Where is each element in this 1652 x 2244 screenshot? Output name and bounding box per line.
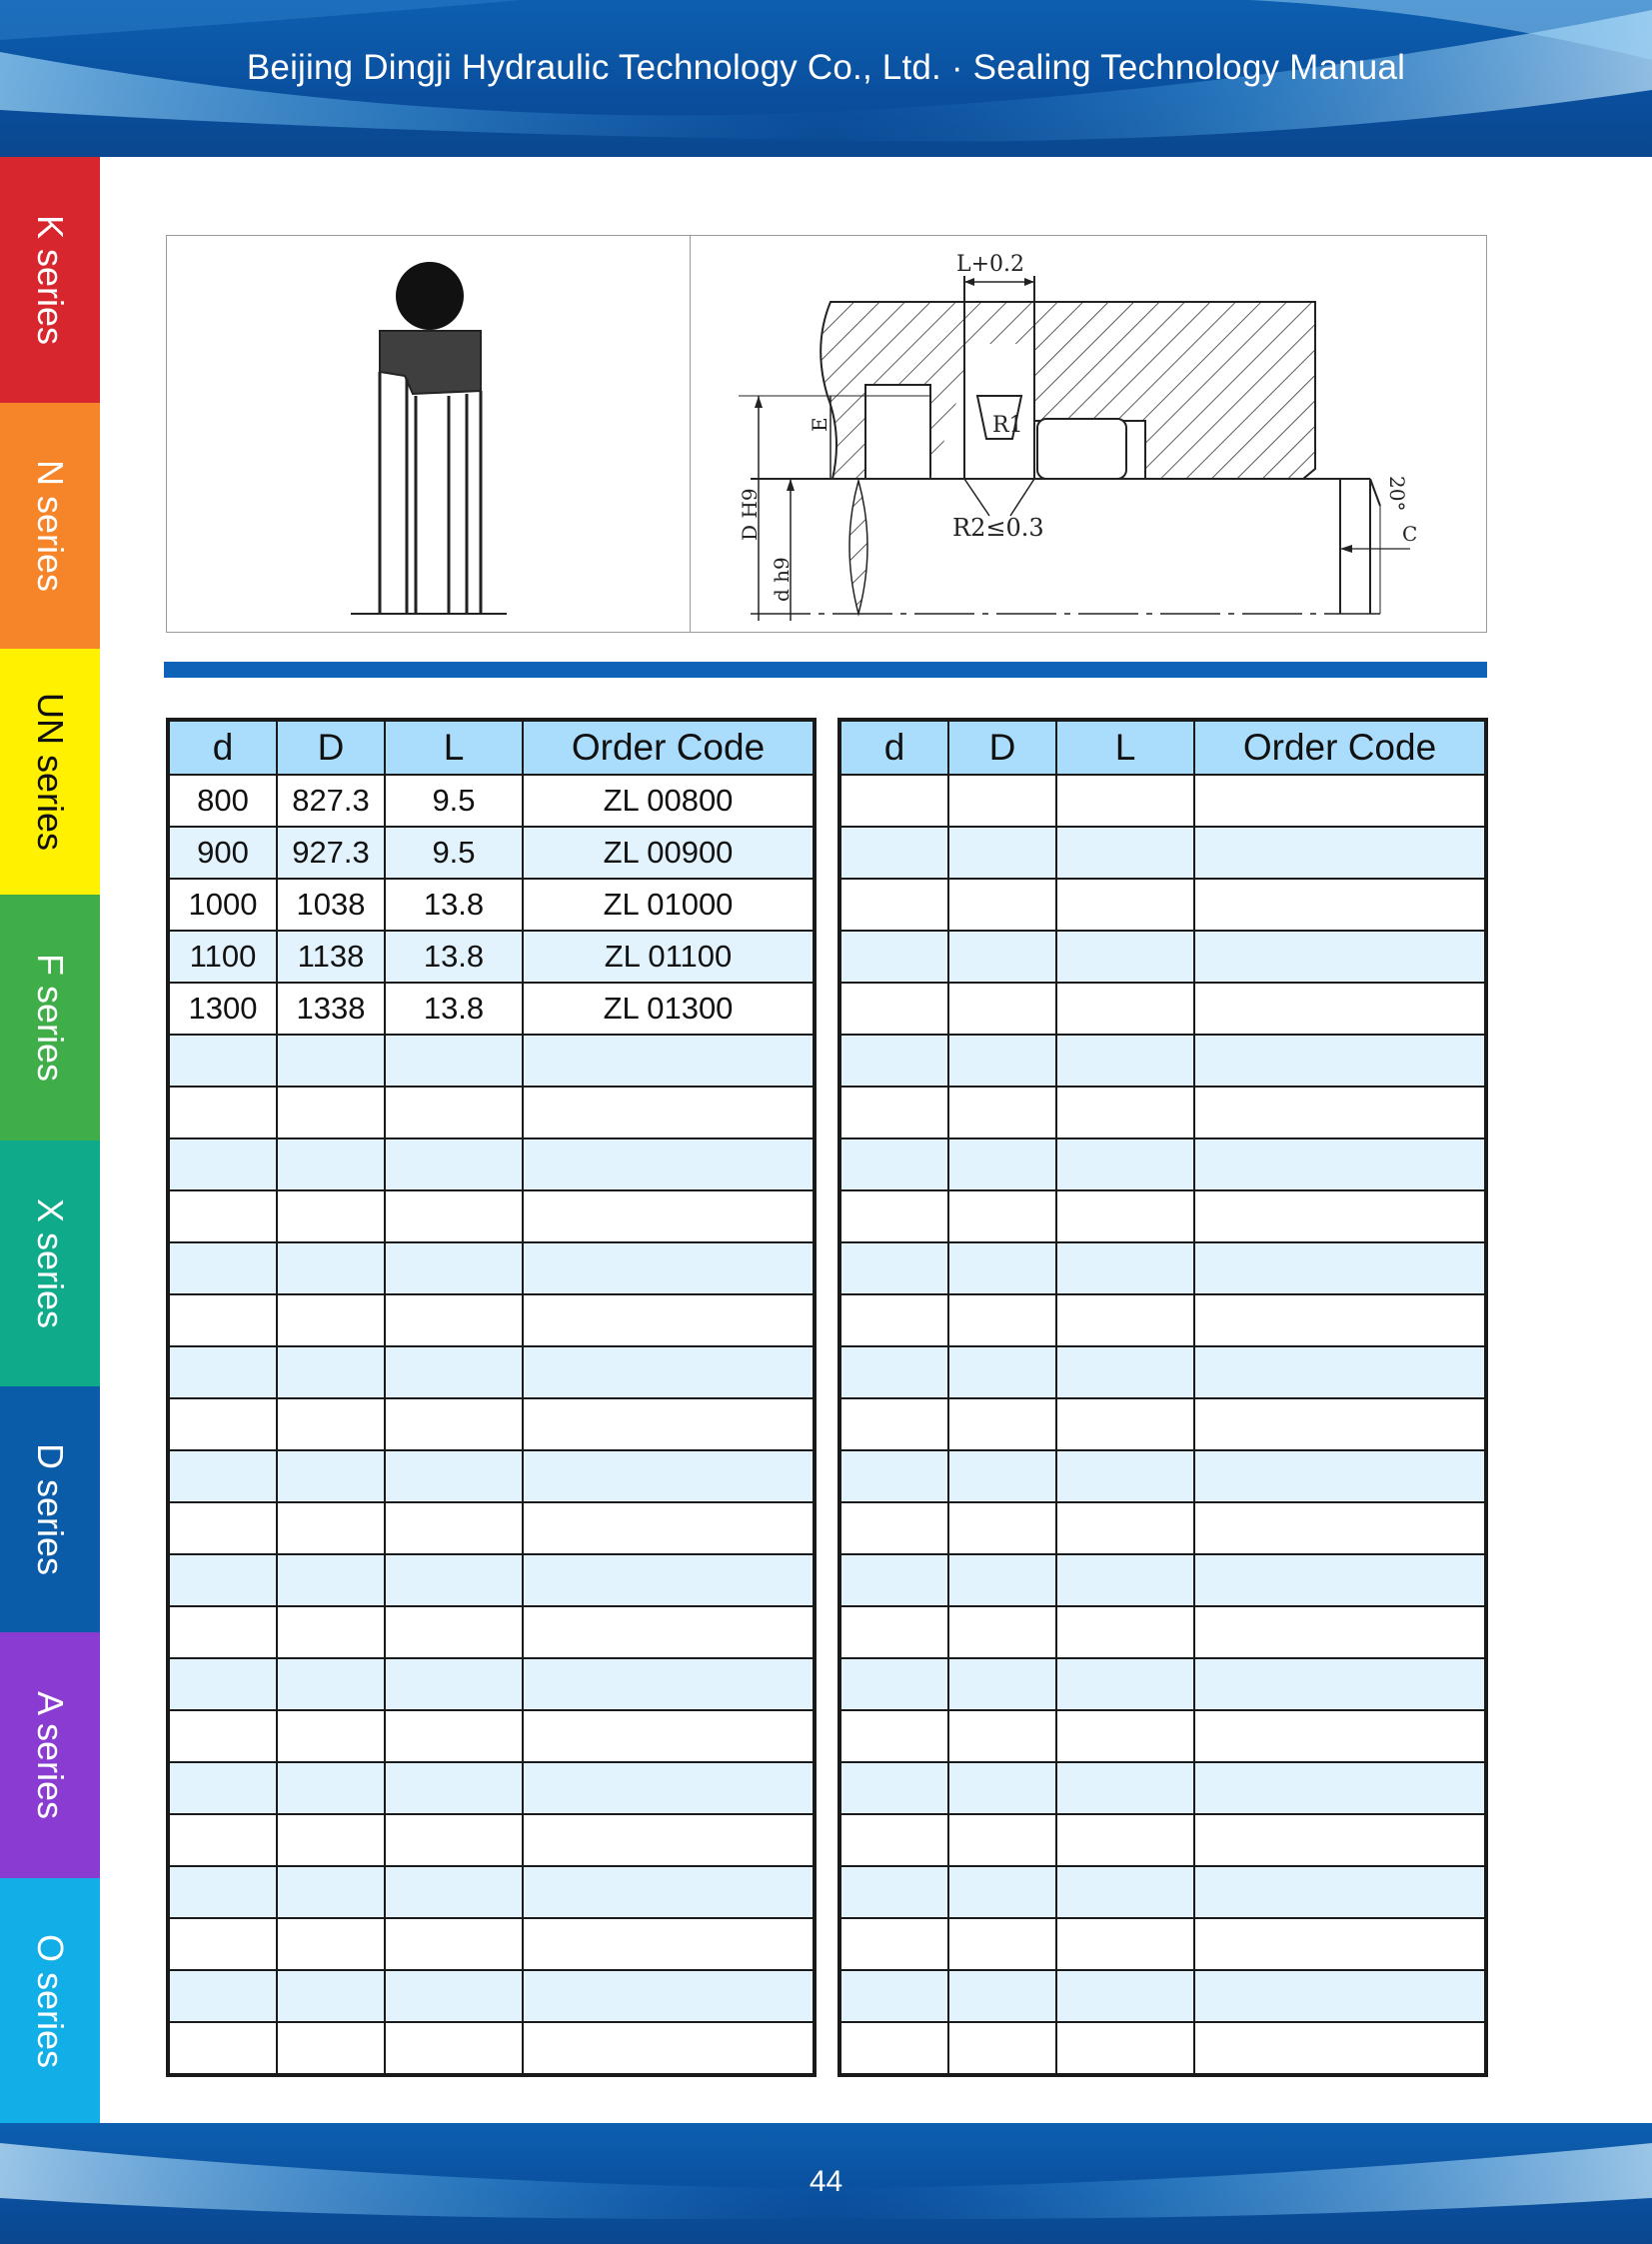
header-d: d: [839, 720, 948, 775]
cell-d: [168, 1554, 277, 1606]
cell-big-d: [948, 931, 1056, 983]
cell-d: [839, 879, 948, 931]
cell-big-d: [277, 1035, 385, 1087]
cell-order-code: ZL 01100: [523, 931, 815, 983]
table-row: [168, 1866, 815, 1918]
cell-big-d: [277, 1918, 385, 1970]
cell-d: [839, 1918, 948, 1970]
cell-d: [168, 1658, 277, 1710]
tab-a-series[interactable]: [0, 1632, 100, 1878]
size-table-left: [166, 718, 817, 2077]
cell-d: [168, 1398, 277, 1450]
cell-order-code: [1194, 1242, 1486, 1294]
table-row: [168, 1398, 815, 1450]
cell-d: [168, 2022, 277, 2075]
tab-n-series[interactable]: [0, 403, 100, 649]
cell-order-code: [523, 1502, 815, 1554]
tab-a-series-label: A series: [30, 1690, 71, 1820]
cell-l: [1056, 1866, 1194, 1918]
label-radius-r1: R1: [992, 413, 1023, 438]
table-row: [839, 879, 1486, 931]
cell-d: [839, 1346, 948, 1398]
table-row: [839, 1087, 1486, 1138]
cell-order-code: [1194, 1710, 1486, 1762]
cell-order-code: [523, 1138, 815, 1190]
table-row: [839, 1502, 1486, 1554]
cell-l: 13.8: [385, 879, 523, 931]
cell-order-code: [1194, 2022, 1486, 2075]
cell-big-d: [277, 1554, 385, 1606]
cell-order-code: ZL 00800: [523, 775, 815, 827]
cell-d: [839, 1606, 948, 1658]
table-row: [168, 1087, 815, 1138]
cell-order-code: [523, 1970, 815, 2022]
series-sidebar: [0, 157, 100, 2123]
cell-order-code: [1194, 1138, 1486, 1190]
cell-l: [385, 1606, 523, 1658]
cell-d: [839, 1294, 948, 1346]
cell-order-code: [1194, 775, 1486, 827]
table-row: [168, 1190, 815, 1242]
cell-big-d: [948, 1035, 1056, 1087]
cell-order-code: [1194, 1814, 1486, 1866]
table-row: [168, 2022, 815, 2075]
cell-l: 9.5: [385, 775, 523, 827]
cell-l: [1056, 1658, 1194, 1710]
cell-big-d: 927.3: [277, 827, 385, 879]
table-row: [168, 1918, 815, 1970]
cell-big-d: [948, 1346, 1056, 1398]
table-row: [168, 775, 815, 827]
table-row: [168, 1035, 815, 1087]
cell-order-code: [1194, 1918, 1486, 1970]
cell-d: 1300: [168, 983, 277, 1035]
cell-d: [168, 1242, 277, 1294]
cell-l: 9.5: [385, 827, 523, 879]
cell-l: [1056, 1035, 1194, 1087]
cell-l: [1056, 1970, 1194, 2022]
cell-order-code: [1194, 1294, 1486, 1346]
header-big-d: D: [277, 720, 385, 775]
cell-d: [839, 1814, 948, 1866]
cell-order-code: [1194, 1658, 1486, 1710]
cell-l: [1056, 931, 1194, 983]
cell-big-d: [277, 1710, 385, 1762]
cell-order-code: [1194, 1346, 1486, 1398]
cell-l: [1056, 1346, 1194, 1398]
table-row: [168, 1762, 815, 1814]
cell-l: [385, 1658, 523, 1710]
table-row: [839, 1762, 1486, 1814]
cell-d: [168, 1814, 277, 1866]
cell-l: [1056, 1814, 1194, 1866]
table-row: [839, 1190, 1486, 1242]
tab-f-series[interactable]: [0, 895, 100, 1140]
table-row: [839, 931, 1486, 983]
cell-l: [385, 1710, 523, 1762]
cell-big-d: [277, 1970, 385, 2022]
cell-big-d: [277, 1398, 385, 1450]
cell-l: [1056, 1398, 1194, 1450]
cell-d: [839, 1190, 948, 1242]
label-chamfer-c: C: [1402, 522, 1418, 546]
cell-big-d: [948, 1138, 1056, 1190]
cell-l: [385, 2022, 523, 2075]
table-row: [839, 1918, 1486, 1970]
page-footer: [0, 2123, 1652, 2244]
cell-order-code: [1194, 1502, 1486, 1554]
cell-l: [385, 1087, 523, 1138]
table-row: [839, 983, 1486, 1035]
cell-big-d: 827.3: [277, 775, 385, 827]
cell-big-d: [277, 1087, 385, 1138]
label-depth-e: E: [808, 417, 831, 432]
seal-profile-drawing: [167, 236, 690, 632]
cell-l: [1056, 1918, 1194, 1970]
cell-d: [168, 1866, 277, 1918]
cell-l: [1056, 879, 1194, 931]
cell-order-code: [523, 1658, 815, 1710]
cell-l: [385, 1294, 523, 1346]
cell-l: [1056, 1087, 1194, 1138]
cell-d: [839, 931, 948, 983]
cell-l: [1056, 775, 1194, 827]
cell-order-code: [523, 1346, 815, 1398]
cell-d: [168, 1190, 277, 1242]
cell-d: [839, 1138, 948, 1190]
tab-o-series-label: O series: [30, 1933, 71, 2068]
cell-big-d: [277, 1242, 385, 1294]
cell-order-code: ZL 01300: [523, 983, 815, 1035]
table-row: [839, 2022, 1486, 2075]
cell-big-d: [948, 1242, 1056, 1294]
cell-l: [1056, 1554, 1194, 1606]
cell-big-d: [948, 983, 1056, 1035]
cell-l: [385, 1035, 523, 1087]
header-d: d: [168, 720, 277, 775]
cell-order-code: [523, 1554, 815, 1606]
cell-d: [168, 1087, 277, 1138]
cell-l: [385, 1814, 523, 1866]
cell-big-d: [948, 1814, 1056, 1866]
cell-d: [168, 1970, 277, 2022]
cell-order-code: [1194, 1035, 1486, 1087]
cell-order-code: [1194, 879, 1486, 931]
cell-l: [385, 1970, 523, 2022]
cell-big-d: [948, 1502, 1056, 1554]
page-number: 44: [809, 2165, 843, 2198]
cell-big-d: [277, 1502, 385, 1554]
cell-d: [839, 1242, 948, 1294]
cell-big-d: [948, 775, 1056, 827]
table-row: [168, 931, 815, 983]
cell-d: [839, 1970, 948, 2022]
table-row: [839, 1346, 1486, 1398]
cell-big-d: [948, 1918, 1056, 1970]
table-row: [839, 1242, 1486, 1294]
header-big-d: D: [948, 720, 1056, 775]
cell-order-code: [1194, 1190, 1486, 1242]
cell-d: [168, 1762, 277, 1814]
cell-l: 13.8: [385, 931, 523, 983]
table-row: [168, 1710, 815, 1762]
cell-order-code: [1194, 983, 1486, 1035]
header-order-code: Order Code: [1194, 720, 1486, 775]
cell-l: [385, 1450, 523, 1502]
cell-big-d: [277, 1294, 385, 1346]
cell-order-code: [1194, 1762, 1486, 1814]
drawing-divider: [690, 236, 691, 632]
table-row: [839, 1035, 1486, 1087]
cell-l: [385, 1190, 523, 1242]
cell-big-d: [277, 1138, 385, 1190]
cell-l: [385, 1138, 523, 1190]
cell-l: [1056, 1138, 1194, 1190]
groove-installation-drawing: [691, 236, 1486, 632]
cell-big-d: [948, 1450, 1056, 1502]
cell-big-d: [277, 1606, 385, 1658]
cell-d: [839, 1087, 948, 1138]
cell-big-d: [948, 1762, 1056, 1814]
cell-d: [168, 1710, 277, 1762]
cell-l: [385, 1554, 523, 1606]
cell-big-d: [277, 1814, 385, 1866]
label-groove-width: L+0.2: [955, 252, 1025, 277]
table-row: [168, 1658, 815, 1710]
cell-order-code: [523, 1035, 815, 1087]
cell-order-code: [1194, 1554, 1486, 1606]
cell-order-code: [1194, 1970, 1486, 2022]
tab-d-series[interactable]: [0, 1386, 100, 1632]
table-row: [168, 1606, 815, 1658]
tab-k-series-label: K series: [30, 214, 71, 346]
cell-order-code: [523, 2022, 815, 2075]
cell-order-code: ZL 00900: [523, 827, 815, 879]
cell-big-d: 1038: [277, 879, 385, 931]
cell-l: [385, 1346, 523, 1398]
cell-big-d: [277, 2022, 385, 2075]
table-row: [168, 1138, 815, 1190]
cell-big-d: [948, 1606, 1056, 1658]
cell-big-d: [948, 1398, 1056, 1450]
table-row: [839, 1710, 1486, 1762]
table-header-row: [839, 720, 1486, 775]
cell-big-d: [948, 827, 1056, 879]
cell-d: [839, 1035, 948, 1087]
cell-big-d: 1338: [277, 983, 385, 1035]
cell-d: [839, 827, 948, 879]
cell-big-d: [277, 1866, 385, 1918]
cell-d: 900: [168, 827, 277, 879]
cell-order-code: [1194, 1087, 1486, 1138]
table-row: [839, 1450, 1486, 1502]
cell-order-code: [523, 1762, 815, 1814]
cell-d: [839, 2022, 948, 2075]
table-row: [168, 1242, 815, 1294]
table-header-row: [168, 720, 815, 775]
cell-big-d: [948, 879, 1056, 931]
cell-order-code: [523, 1814, 815, 1866]
label-angle: 20°: [1385, 476, 1409, 512]
cell-order-code: [523, 1087, 815, 1138]
cell-l: [1056, 1242, 1194, 1294]
cell-d: [168, 1035, 277, 1087]
cell-l: [1056, 2022, 1194, 2075]
cell-d: [168, 1346, 277, 1398]
cell-order-code: [523, 1866, 815, 1918]
cell-order-code: [1194, 931, 1486, 983]
table-row: [839, 1814, 1486, 1866]
table-row: [839, 1658, 1486, 1710]
cell-d: 800: [168, 775, 277, 827]
tab-o-series[interactable]: [0, 1878, 100, 2123]
size-table-right: [837, 718, 1488, 2077]
page-header: [0, 0, 1652, 157]
cell-d: [839, 1762, 948, 1814]
cell-d: [839, 1554, 948, 1606]
label-bore-d-h9: D H9: [738, 488, 762, 541]
cell-d: [168, 1450, 277, 1502]
cell-big-d: [277, 1450, 385, 1502]
cell-l: [1056, 1294, 1194, 1346]
cell-d: [168, 1918, 277, 1970]
cell-big-d: [277, 1762, 385, 1814]
cell-order-code: [1194, 1866, 1486, 1918]
cell-big-d: [948, 1710, 1056, 1762]
cell-order-code: [523, 1294, 815, 1346]
table-row: [839, 1970, 1486, 2022]
tab-n-series-label: N series: [30, 459, 71, 593]
cell-big-d: [948, 2022, 1056, 2075]
cell-l: [385, 1242, 523, 1294]
cell-d: [168, 1294, 277, 1346]
cell-l: [1056, 1190, 1194, 1242]
cell-big-d: [948, 1866, 1056, 1918]
cell-l: [385, 1398, 523, 1450]
cell-l: [1056, 827, 1194, 879]
tab-f-series-label: F series: [30, 953, 71, 1083]
cell-d: [839, 1658, 948, 1710]
cell-l: [385, 1918, 523, 1970]
cell-d: [839, 1450, 948, 1502]
table-row: [168, 983, 815, 1035]
table-row: [839, 775, 1486, 827]
tab-d-series-label: D series: [30, 1442, 71, 1576]
table-row: [839, 1554, 1486, 1606]
cell-d: 1100: [168, 931, 277, 983]
cell-d: [839, 775, 948, 827]
cell-l: [1056, 1606, 1194, 1658]
cell-big-d: [277, 1190, 385, 1242]
cell-order-code: [523, 1190, 815, 1242]
cell-l: [1056, 983, 1194, 1035]
table-row: [168, 1450, 815, 1502]
section-divider-bar: [164, 662, 1487, 678]
cell-d: 1000: [168, 879, 277, 931]
cell-big-d: 1138: [277, 931, 385, 983]
cell-big-d: [948, 1294, 1056, 1346]
table-row: [839, 1866, 1486, 1918]
tab-un-series[interactable]: [0, 649, 100, 895]
cell-l: [1056, 1762, 1194, 1814]
tab-un-series-label: UN series: [30, 692, 71, 852]
cell-d: [168, 1138, 277, 1190]
header-l: L: [1056, 720, 1194, 775]
table-row: [839, 1398, 1486, 1450]
cell-order-code: ZL 01000: [523, 879, 815, 931]
table-row: [168, 1814, 815, 1866]
tab-k-series[interactable]: [0, 157, 100, 403]
table-row: [839, 1606, 1486, 1658]
cell-big-d: [277, 1346, 385, 1398]
seal-drawing-frame: [166, 235, 1487, 633]
cell-big-d: [948, 1190, 1056, 1242]
cell-d: [839, 1398, 948, 1450]
cell-l: [1056, 1502, 1194, 1554]
cell-l: [385, 1762, 523, 1814]
cell-l: [385, 1502, 523, 1554]
cell-l: [1056, 1450, 1194, 1502]
table-row: [168, 827, 815, 879]
table-row: [839, 1138, 1486, 1190]
table-row: [168, 1294, 815, 1346]
cell-d: [168, 1502, 277, 1554]
cell-order-code: [523, 1918, 815, 1970]
table-row: [168, 1346, 815, 1398]
cell-order-code: [523, 1606, 815, 1658]
cell-d: [839, 1866, 948, 1918]
header-title: Beijing Dingji Hydraulic Technology Co., Ltd. · Sealing Technology Manual: [246, 48, 1406, 87]
cell-d: [839, 1502, 948, 1554]
cell-d: [839, 1710, 948, 1762]
cell-big-d: [948, 1087, 1056, 1138]
header-order-code: Order Code: [523, 720, 815, 775]
table-row: [839, 827, 1486, 879]
table-row: [168, 1502, 815, 1554]
cell-l: [385, 1866, 523, 1918]
cell-order-code: [1194, 827, 1486, 879]
table-row: [168, 1970, 815, 2022]
table-row: [839, 1294, 1486, 1346]
tab-x-series-label: X series: [30, 1197, 71, 1329]
cell-order-code: [523, 1450, 815, 1502]
cell-big-d: [277, 1658, 385, 1710]
cell-big-d: [948, 1970, 1056, 2022]
cell-order-code: [523, 1398, 815, 1450]
cell-order-code: [523, 1710, 815, 1762]
label-radius-r2: R2≤0.3: [952, 514, 1044, 542]
table-row: [168, 1554, 815, 1606]
label-rod-d-h9: d h9: [770, 557, 794, 602]
cell-order-code: [1194, 1606, 1486, 1658]
cell-order-code: [1194, 1450, 1486, 1502]
tab-x-series[interactable]: [0, 1140, 100, 1386]
cell-d: [839, 983, 948, 1035]
cell-l: [1056, 1710, 1194, 1762]
table-row: [168, 879, 815, 931]
cell-big-d: [948, 1554, 1056, 1606]
cell-d: [168, 1606, 277, 1658]
cell-big-d: [948, 1658, 1056, 1710]
cell-l: 13.8: [385, 983, 523, 1035]
cell-order-code: [523, 1242, 815, 1294]
header-l: L: [385, 720, 523, 775]
cell-order-code: [1194, 1398, 1486, 1450]
